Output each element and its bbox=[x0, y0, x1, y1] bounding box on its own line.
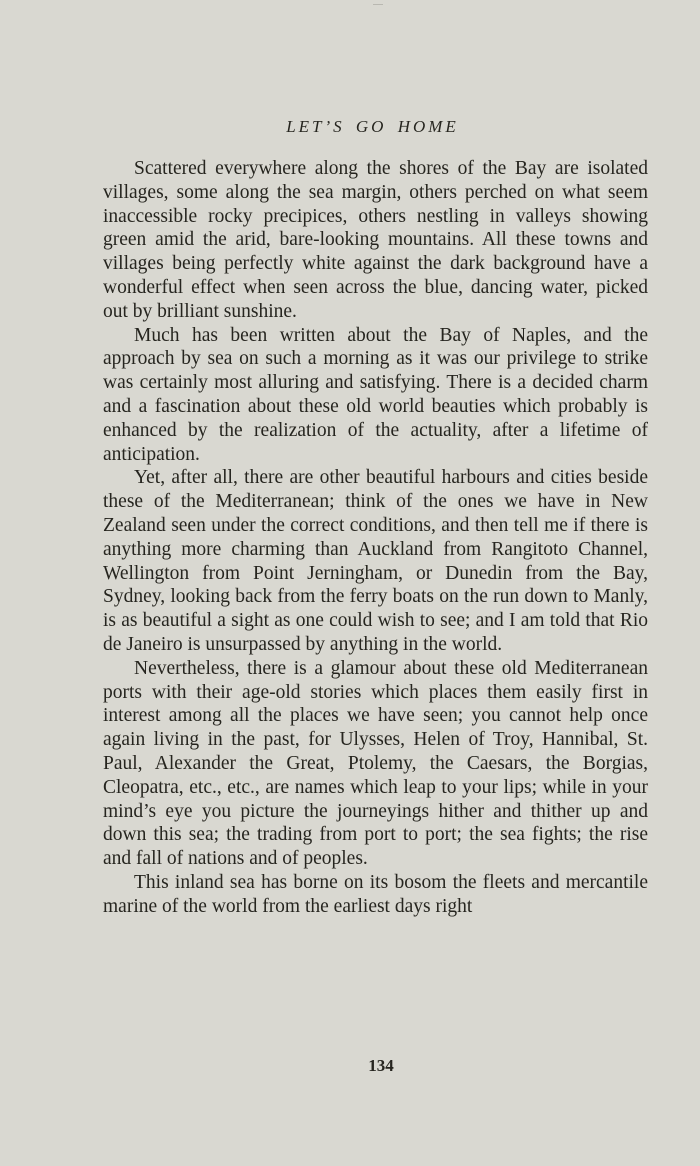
body-text bbox=[103, 157, 648, 919]
page-number: 134 bbox=[368, 1056, 394, 1075]
paragraph: Nevertheless, there is a glamour about these old Mediterranean ports with their age-old stories which places them easily first in interest among all the places we have seen; you cannot help once again living in the past, for Ulysses, Helen of Troy, Hannibal, St. Paul, Alexander the Great, Ptolemy, the Caesars, the Borgias, Cleopatra, etc., etc., are names which leap to your lips; while in your mind’s eye you picture the journeyings hither and thither up and down this sea; the trading from port to port; the sea fights; the rise and fall of nations and of peoples. bbox=[103, 657, 648, 870]
running-header: LET’S GO HOME bbox=[286, 117, 459, 136]
paragraph: Scattered everywhere along the shores of the Bay are isolated villages, some along the sea margin, others perched on what seem inaccessible rocky precipices, others nestling in valleys showing green amid the arid, bare-looking mountains. All these towns and villages being perfectly white against the dark background have a wonderful effect when seen across the blue, dancing water, picked out by brilliant sunshine. bbox=[103, 158, 648, 322]
paragraph: Much has been written about the Bay of Naples, and the approach by sea on such a morning as it was our privilege to strike was certainly most alluring and satisfying. There is a decided charm and a fascination about these old world beauties which probably is enhanced by the realization of the actuality, after a lifetime of anticipation. bbox=[103, 324, 648, 465]
page-speck bbox=[373, 4, 383, 5]
paragraph: Yet, after all, there are other beautiful harbours and cities beside these of the Mediterranean; think of the ones we have in New Zealand seen under the correct conditions, and then tell me if there is anything more charming than Auckland from Rangitoto Channel, Wellington from Point Jerningham, or Dunedin from the Bay, Sydney, looking back from the ferry boats on the run down to Manly, is as beautiful a sight as one could wish to see; and I am told that Rio de Janeiro is unsurpassed by anything in the world. bbox=[103, 467, 648, 655]
paragraph: This inland sea has borne on its bosom the fleets and mercantile marine of the world from the earliest days right bbox=[103, 871, 648, 917]
